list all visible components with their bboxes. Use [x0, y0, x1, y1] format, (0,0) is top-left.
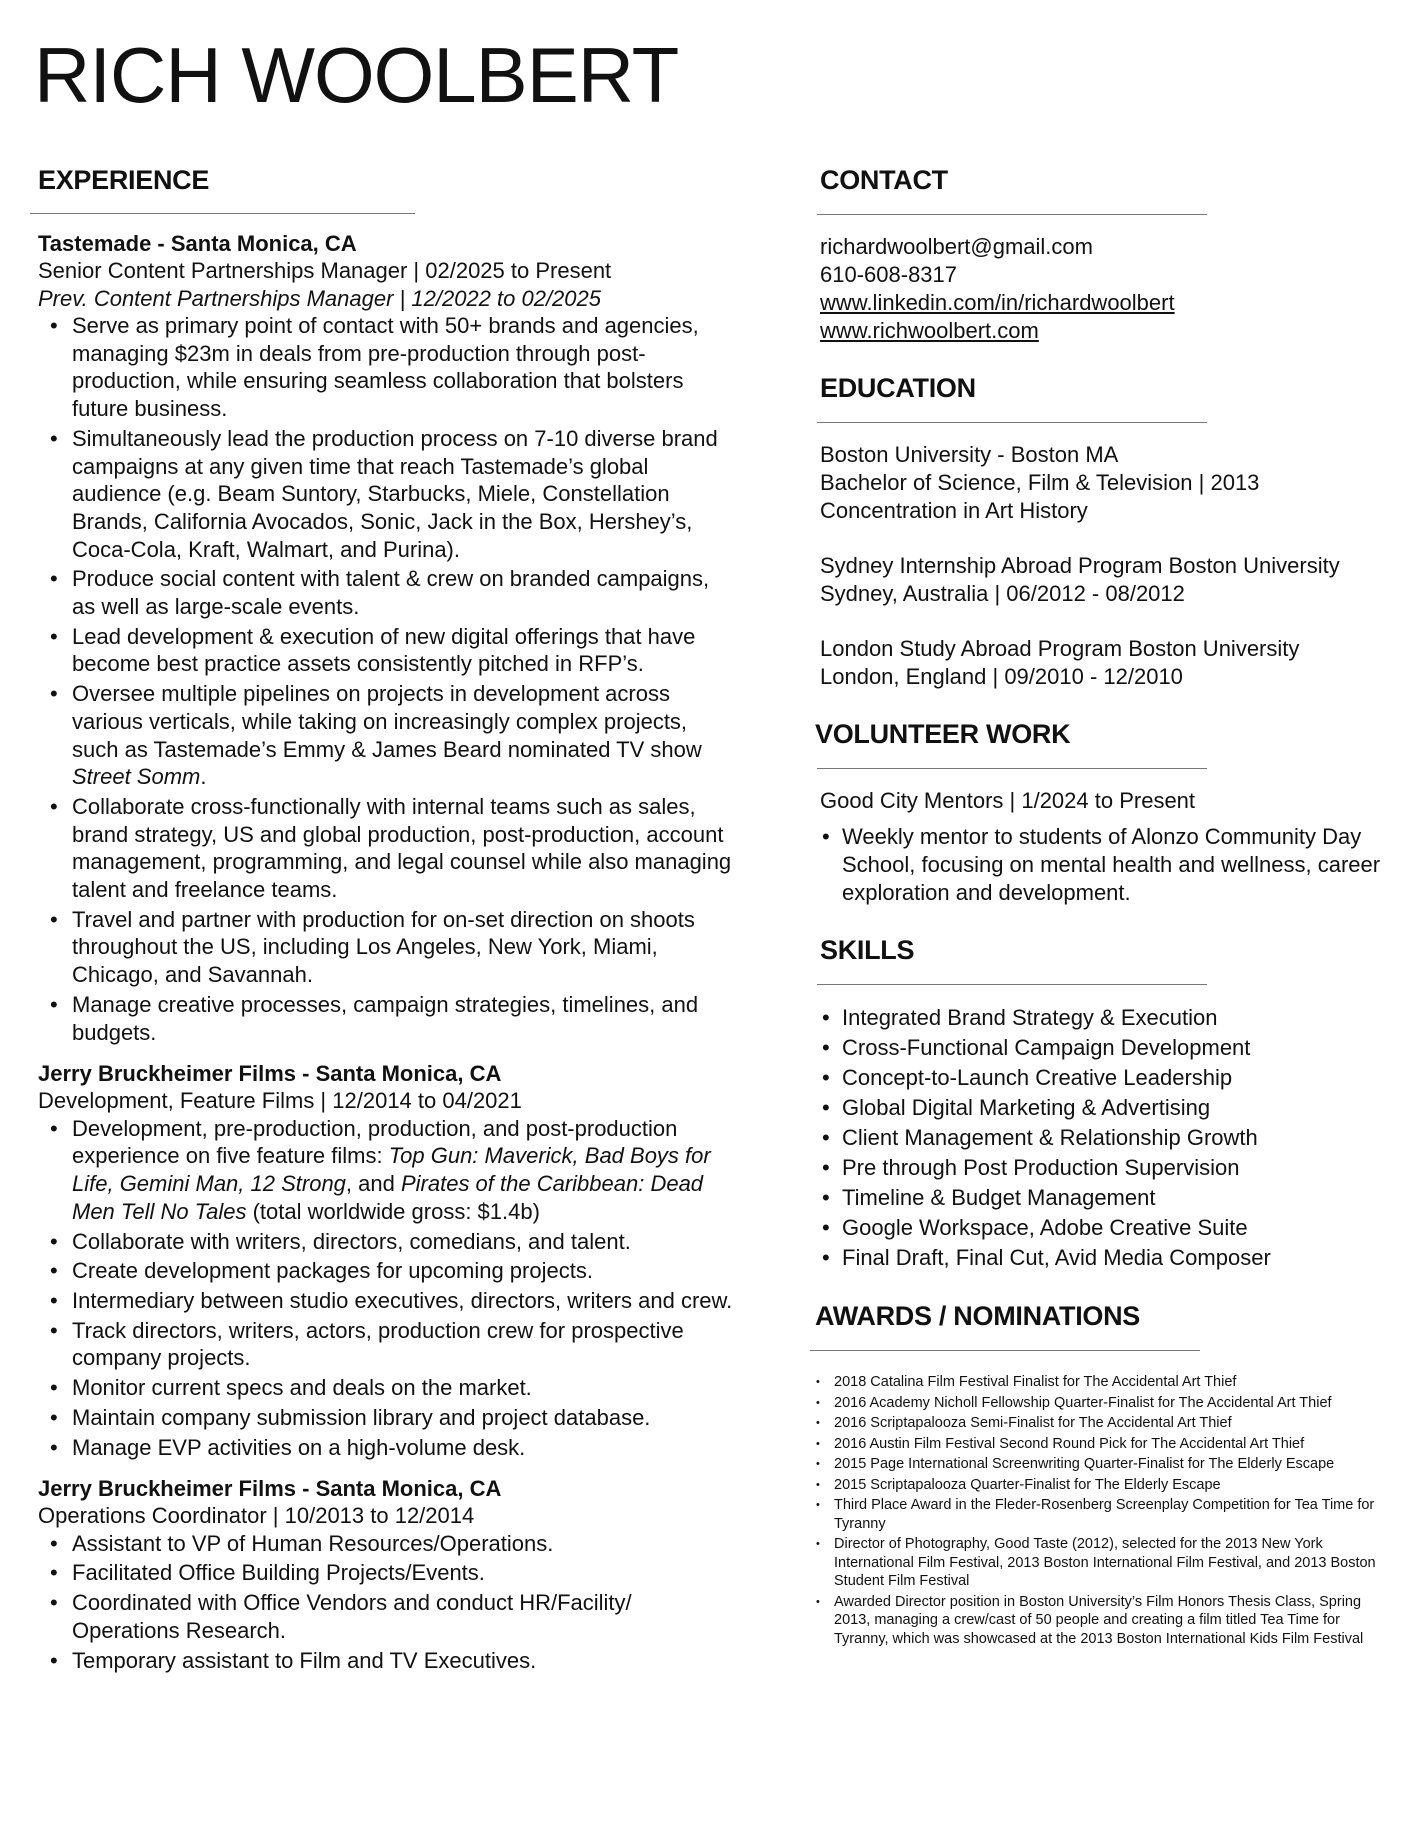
list-item: • Pre through Post Production Supervision — [842, 1153, 1390, 1183]
job-prev-role: Prev. Content Partnerships Manager | 12/2022 to 02/2025 — [38, 285, 601, 311]
list-item: • Integrated Brand Strategy & Execution — [842, 1003, 1390, 1033]
list-item: • 2015 Scriptapalooza Quarter-Finalist for The Elderly Escape — [834, 1476, 1390, 1495]
job-role: Senior Content Partnerships Manager | 02/2025 to Present — [38, 258, 612, 283]
list-item: • Assistant to VP of Human Resources/Operations. — [72, 1530, 738, 1558]
education-divider — [817, 422, 1207, 423]
list-item: • Maintain company submission library and project database. — [72, 1404, 738, 1432]
awards-heading: AWARDS / NOMINATIONS — [815, 1301, 1141, 1331]
education-heading: EDUCATION — [820, 373, 976, 403]
list-item: • Create development packages for upcoming projects. — [72, 1257, 738, 1285]
awards-list — [820, 1373, 1390, 1648]
skills-heading: SKILLS — [820, 935, 915, 965]
list-item: • Timeline & Budget Management — [842, 1183, 1390, 1213]
education-concentration: Concentration in Art History — [820, 498, 1088, 523]
education-program: London Study Abroad Program Boston University — [820, 636, 1300, 661]
skills-divider — [817, 984, 1207, 985]
volunteer-bullets — [820, 823, 1390, 907]
job-company: Tastemade - Santa Monica, CA — [38, 231, 357, 256]
contact-section — [820, 163, 1390, 345]
contact-divider — [817, 214, 1207, 215]
awards-section — [815, 1299, 1390, 1648]
bullet-text: Development, pre-production, production, and post-production experience on five feature films: — [72, 1115, 678, 1169]
list-item: • Serve as primary point of contact with 50+ brands and agencies, managing $23m in deals from pre-production through post-production, while ensuring seamless collaboration that bolsters future business. — [72, 312, 738, 423]
list-item — [72, 680, 738, 791]
list-item: • Intermediary between studio executives, directors, writers and crew. — [72, 1287, 738, 1315]
job-role: Development, Feature Films | 12/2014 to 04/2021 — [38, 1088, 522, 1114]
list-item: • Facilitated Office Building Projects/Events. — [72, 1559, 738, 1587]
show-title: Street Somm — [72, 764, 201, 790]
list-item: • Director of Photography, Good Taste (2012), selected for the 2013 New York International Film Festival, 2013 Boston International Film Festival, and 2013 Boston Student Film Festival — [834, 1535, 1390, 1591]
film-title: Pirates of the Caribbean: Dead Men Tell No Tales — [72, 1171, 704, 1224]
education-location: Sydney, Australia | 06/2012 - 08/2012 — [820, 581, 1185, 606]
volunteer-divider — [817, 768, 1207, 769]
job-entry — [38, 230, 738, 1046]
contact-phone: 610-608-8317 — [820, 262, 958, 287]
list-item: • Concept-to-Launch Creative Leadership — [842, 1063, 1390, 1093]
list-item: • 2018 Catalina Film Festival Finalist for The Accidental Art Thief — [834, 1373, 1390, 1392]
list-item: • Coordinated with Office Vendors and conduct HR/Facility/ Operations Research. — [72, 1589, 738, 1644]
bullet-text-end: . — [200, 764, 207, 790]
list-item: • Google Workspace, Adobe Creative Suite — [842, 1213, 1390, 1243]
list-item: • Cross-Functional Campaign Development — [842, 1033, 1390, 1063]
list-item: • Client Management & Relationship Growth — [842, 1123, 1390, 1153]
list-item: • Lead development & execution of new digital offerings that have become best practice assets consistently pitched in RFP’s. — [72, 623, 738, 678]
website-link[interactable]: www.richwoolbert.com — [820, 318, 1039, 343]
right-column — [815, 163, 1390, 1674]
list-item: • Awarded Director position in Boston University’s Film Honors Thesis Class, Spring 2013, managing a crew/cast of 50 people and creating a film titled Tea Time for Tyranny, which was showcased at the 2013 Boston International Kids Film Festival — [834, 1593, 1390, 1649]
job-bullets — [38, 1530, 738, 1675]
film-titles: Top Gun: Maverick, Bad Boys for Life, Gemini Man, 12 Strong — [72, 1143, 711, 1197]
list-item: • 2015 Page International Screenwriting Quarter-Finalist for The Elderly Escape — [834, 1455, 1390, 1474]
list-item: • Track directors, writers, actors, production crew for prospective company projects. — [72, 1317, 738, 1372]
left-column — [38, 163, 738, 1688]
list-item: • Produce social content with talent & crew on branded campaigns, as well as large-scale events. — [72, 565, 738, 620]
bullet-text-end: (total worldwide gross: $1.4b) — [246, 1198, 540, 1224]
experience-divider — [30, 213, 415, 214]
job-company: Jerry Bruckheimer Films - Santa Monica, CA — [38, 1061, 502, 1087]
job-role: Operations Coordinator | 10/2013 to 12/2014 — [38, 1503, 475, 1529]
job-bullets — [38, 312, 738, 1046]
job-entry — [38, 1475, 738, 1674]
awards-divider — [810, 1350, 1200, 1351]
resume-name: RICH WOOLBERT — [34, 31, 679, 119]
bullet-text: Oversee multiple pipelines on projects in development across various verticals, while taking on increasingly complex projects, such as Tastemade’s Emmy & James Beard nominated TV show — [72, 681, 702, 762]
experience-heading: EXPERIENCE — [38, 165, 210, 195]
education-location: London, England | 09/2010 - 12/2010 — [820, 664, 1183, 689]
skills-section — [820, 933, 1390, 1273]
contact-heading: CONTACT — [820, 165, 948, 195]
list-item — [72, 1115, 738, 1226]
list-item: • Travel and partner with production for on-set direction on shoots throughout the US, including Los Angeles, New York, Miami, Chicago, and Savannah. — [72, 906, 738, 989]
list-item: • Manage EVP activities on a high-volume desk. — [72, 1434, 738, 1462]
list-item: • Collaborate with writers, directors, comedians, and talent. — [72, 1228, 738, 1256]
list-item: • Third Place Award in the Fleder-Rosenberg Screenplay Competition for Tea Time for Tyranny — [834, 1496, 1390, 1533]
linkedin-link[interactable]: www.linkedin.com/in/richardwoolbert — [820, 290, 1175, 315]
volunteer-heading: VOLUNTEER WORK — [815, 719, 1071, 749]
job-entry — [38, 1060, 738, 1461]
education-school: Boston University - Boston MA — [820, 442, 1119, 467]
education-entry — [820, 441, 1390, 525]
list-item: • Weekly mentor to students of Alonzo Community Day School, focusing on mental health and wellness, career exploration and development. — [842, 823, 1390, 907]
skills-list — [820, 1003, 1390, 1273]
list-item: • Final Draft, Final Cut, Avid Media Composer — [842, 1243, 1390, 1273]
education-section — [820, 371, 1390, 691]
education-entry — [820, 635, 1390, 691]
job-company: Jerry Bruckheimer Films - Santa Monica, CA — [38, 1476, 502, 1502]
bullet-text: , and — [345, 1171, 401, 1197]
list-item: • Collaborate cross-functionally with internal teams such as sales, brand strategy, US and global production, post-production, account management, programming, and legal counsel while also managing talent and freelance teams. — [72, 793, 738, 904]
list-item: • Manage creative processes, campaign strategies, timelines, and budgets. — [72, 991, 738, 1046]
list-item: • Temporary assistant to Film and TV Executives. — [72, 1647, 738, 1675]
volunteer-section — [815, 717, 1390, 907]
list-item: • Simultaneously lead the production process on 7-10 diverse brand campaigns at any given time that reach Tastemade’s global audience (e.g. Beam Suntory, Starbucks, Miele, Constellation Brands, California Avocados, Sonic, Jack in the Box, Hershey’s, Coca-Cola, Kraft, Walmart, and Purina). — [72, 425, 738, 564]
job-bullets — [38, 1115, 738, 1461]
education-entry — [820, 552, 1390, 608]
list-item: • 2016 Academy Nicholl Fellowship Quarter-Finalist for The Accidental Art Thief — [834, 1394, 1390, 1413]
education-program: Sydney Internship Abroad Program Boston University — [820, 553, 1340, 578]
contact-email[interactable]: richardwoolbert@gmail.com — [820, 234, 1093, 259]
list-item: • 2016 Austin Film Festival Second Round Pick for The Accidental Art Thief — [834, 1435, 1390, 1454]
volunteer-org: Good City Mentors | 1/2024 to Present — [820, 788, 1196, 813]
list-item: • Monitor current specs and deals on the market. — [72, 1374, 738, 1402]
list-item: • Global Digital Marketing & Advertising — [842, 1093, 1390, 1123]
education-degree: Bachelor of Science, Film & Television | 2013 — [820, 470, 1260, 495]
list-item: • 2016 Scriptapalooza Semi-Finalist for The Accidental Art Thief — [834, 1414, 1390, 1433]
